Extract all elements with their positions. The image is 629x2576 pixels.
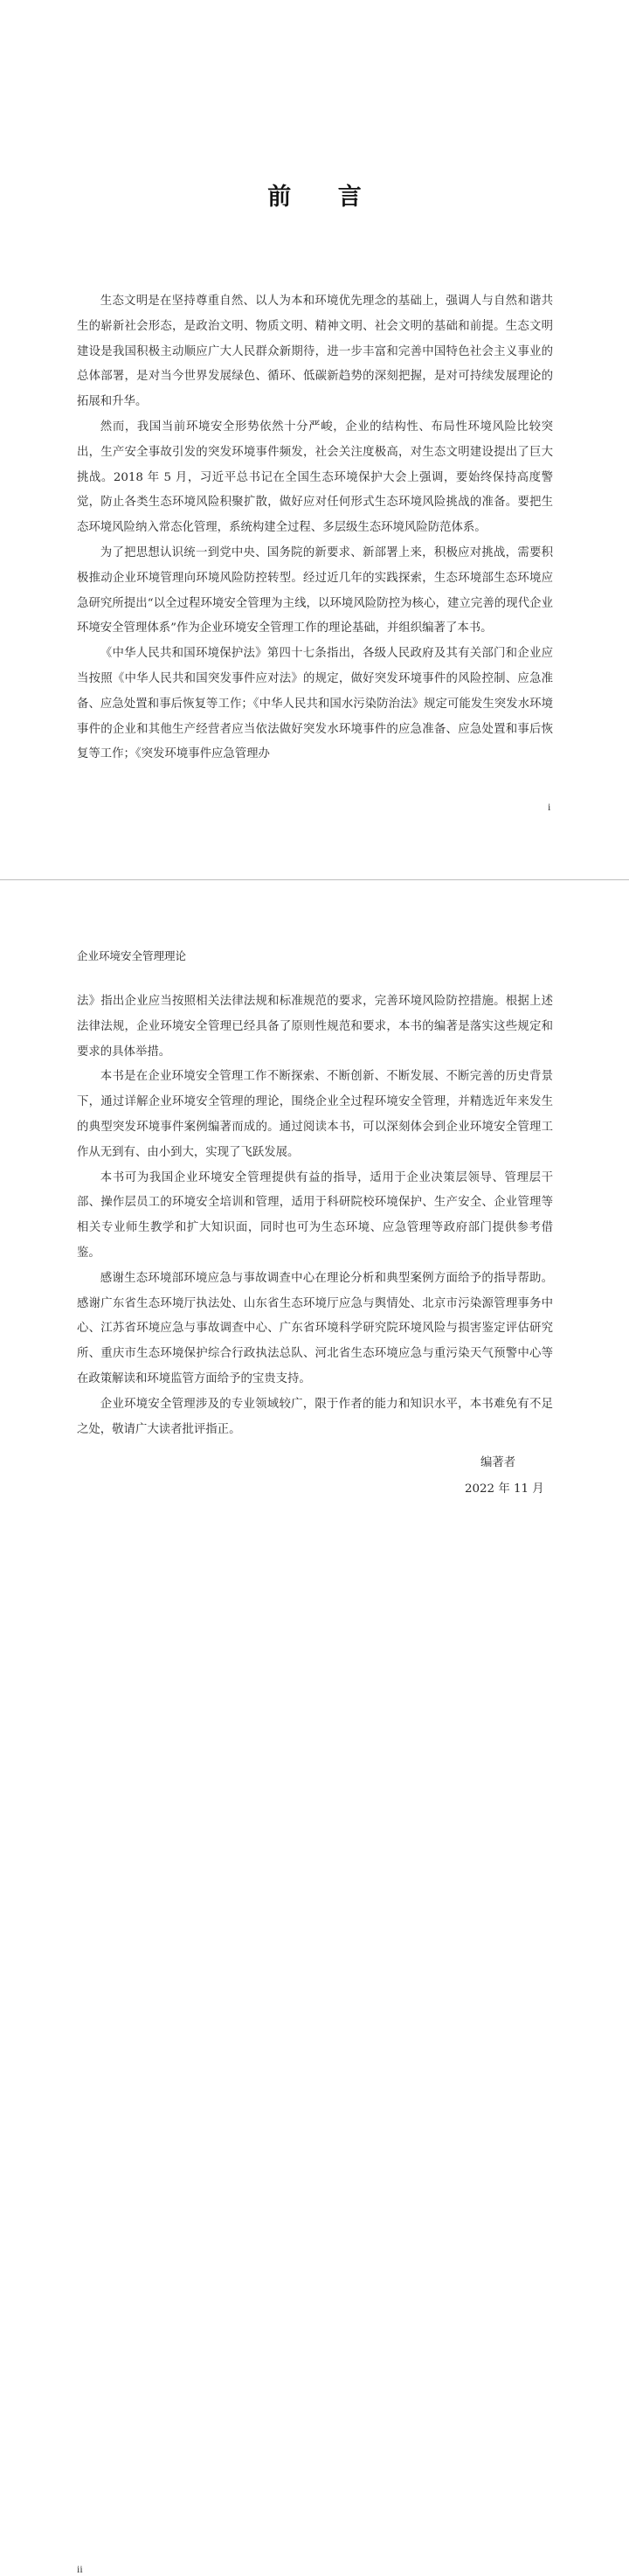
paragraph: 本书是在企业环境安全管理工作不断探索、不断创新、不断发展、不断完善的历史背景下，通过详解企业环境安全管理的理论，围绕企业全过程环境安全管理，并精选近年来发生的典型突发环境事件案例编著而成的。通过阅读本书，可以深刻体会到企业环境安全管理工作从无到有、由小到大，实现了飞跃发展。 <box>77 1070 553 1159</box>
paragraph: 然而，我国当前环境安全形势依然十分严峻，企业的结构性、布局性环境风险比较突出，生产安全事故引发的突发环境事件频发，社会关注度极高，对生态文明建设提出了巨大挑战。2018 年 5 月，习近平总书记在全国生态环境保护大会上强调，要始终保持高度警觉，防止各类生态环境风险积聚扩散，做好应对任何形式生态环境风险挑战的准备。要把生态环境风险纳入常态化管理，系统构建全过程、多层级生态环境风险防范体系。 <box>77 420 553 535</box>
author-signature: 编著者 <box>480 1456 516 1469</box>
paragraph: 为了把思想认识统一到党中央、国务院的新要求、新部署上来，积极应对挑战，需要积极推动企业环境管理向环境风险防控转型。经过近几年的实践探索，生态环境部生态环境应急研究所提出“以全过程环境安全管理为主线，以环境风险防控为核心，建立完善的现代企业环境安全管理体系”作为企业环境安全管理工作的理论基础，并组织编著了本书。 <box>77 545 553 635</box>
preface-body <box>77 289 553 767</box>
running-header: 企业环境安全管理理论 <box>77 949 187 962</box>
paragraph: 感谢生态环境部环境应急与事故调查中心在理论分析和典型案例方面给予的指导帮助。感谢广东省生态环境厅执法处、山东省生态环境厅应急与舆情处、北京市污染源管理事务中心、江苏省环境应急与事故调查中心、广东省环境科学研究院环境风险与损害鉴定评估研究所、重庆市生态环境保护综合行政执法总队、河北省生态环境应急与重污染天气预警中心等在政策解读和环境监管方面给予的宝贵支持。 <box>77 1271 553 1385</box>
page-number: ii <box>77 2563 83 2575</box>
paragraph: 本书可为我国企业环境安全管理提供有益的指导，适用于企业决策层领导、管理层干部、操作层员工的环境安全培训和管理，适用于科研院校环境保护、生产安全、企业管理等相关专业师生教学和扩大知识面，同时也可为生态环境、应急管理等政府部门提供参考借鉴。 <box>77 1170 553 1260</box>
page-1 <box>0 0 629 879</box>
page-number: i <box>548 801 551 813</box>
page-title: 前 言 <box>267 184 381 211</box>
paragraph-continuation: 法》指出企业应当按照相关法律法规和标准规范的要求，完善环境风险防控措施。根据上述法律法规，企业环境安全管理已经具备了原则性规范和要求，本书的编著是落实这些规定和要求的具体举措。 <box>77 995 553 1059</box>
preface-body-continued <box>77 989 553 1442</box>
page-2 <box>0 880 629 2575</box>
paragraph: 企业环境安全管理涉及的专业领域较广，限于作者的能力和知识水平，本书难免有不足之处，敬请广大读者批评指正。 <box>77 1397 553 1436</box>
paragraph: 生态文明是在坚持尊重自然、以人为本和环境优先理念的基础上，强调人与自然和谐共生的崭新社会形态，是政治文明、物质文明、精神文明、社会文明的基础和前提。生态文明建设是我国积极主动顺应广大人民群众新期待，进一步丰富和完善中国特色社会主义事业的总体部署，是对当今世界发展绿色、循环、低碳新趋势的深刻把握，是对可持续发展理论的拓展和升华。 <box>77 295 553 409</box>
signature-date: 2022 年 11 月 <box>465 1482 544 1496</box>
paragraph: 《中华人民共和国环境保护法》第四十七条指出，各级人民政府及其有关部门和企业应当按照《中华人民共和国突发事件应对法》的规定，做好突发环境事件的风险控制、应急准备、应急处置和事后恢复等工作；《中华人民共和国水污染防治法》规定可能发生突发水环境事件的企业和其他生产经营者应当依法做好突发水环境事件的应急准备、应急处置和事后恢复等工作；《突发环境事件应急管理办 <box>77 647 553 761</box>
